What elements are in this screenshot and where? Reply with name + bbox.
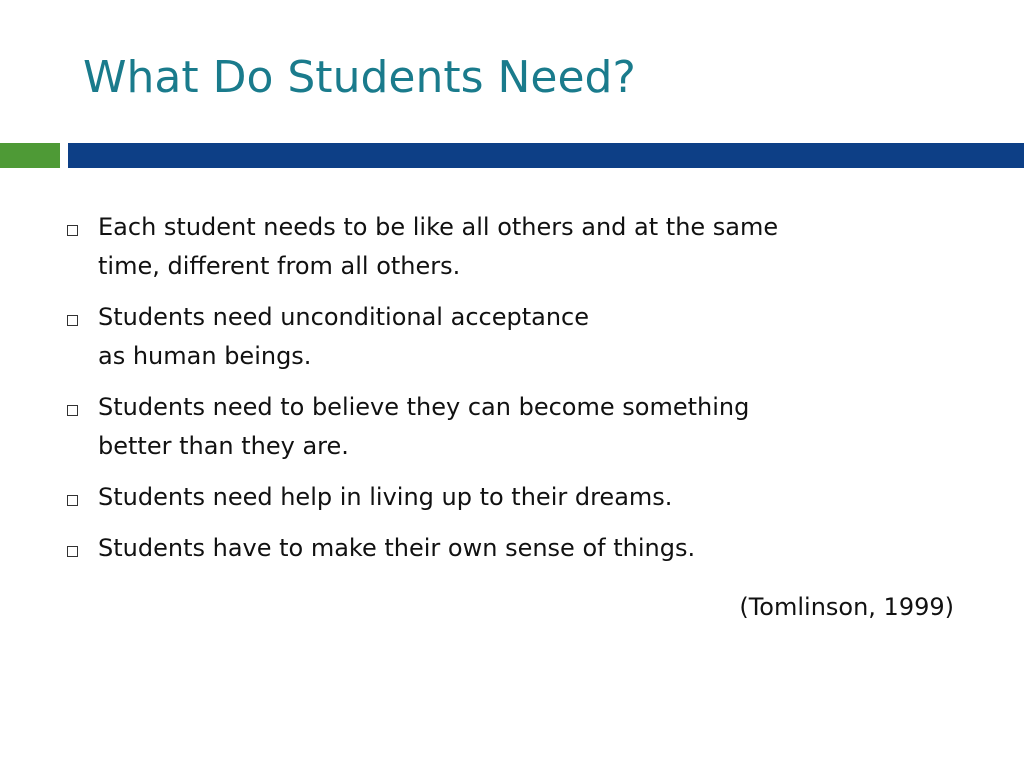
slide-title: What Do Students Need? — [83, 52, 636, 103]
square-bullet-icon — [67, 315, 78, 326]
bullet-list — [62, 208, 962, 580]
square-bullet-icon — [67, 225, 78, 236]
bullet-item — [62, 388, 962, 466]
square-bullet-icon — [67, 495, 78, 506]
bullet-item — [62, 478, 962, 517]
bullet-text: Students have to make their own sense of things. — [98, 534, 696, 562]
accent-bar-blue — [68, 143, 1024, 168]
bullet-text: Students need help in living up to their dreams. — [98, 483, 673, 511]
bullet-item — [62, 529, 962, 568]
accent-bar-green — [0, 143, 60, 168]
citation: (Tomlinson, 1999) — [739, 593, 954, 621]
bullet-text: Students need to believe they can become something better than they are. — [98, 393, 750, 460]
bullet-text: Each student needs to be like all others and at the same time, different from all others. — [98, 213, 779, 280]
square-bullet-icon — [67, 546, 78, 557]
bullet-item — [62, 208, 962, 286]
square-bullet-icon — [67, 405, 78, 416]
bullet-text: Students need unconditional acceptance as human beings. — [98, 303, 589, 370]
bullet-item — [62, 298, 962, 376]
